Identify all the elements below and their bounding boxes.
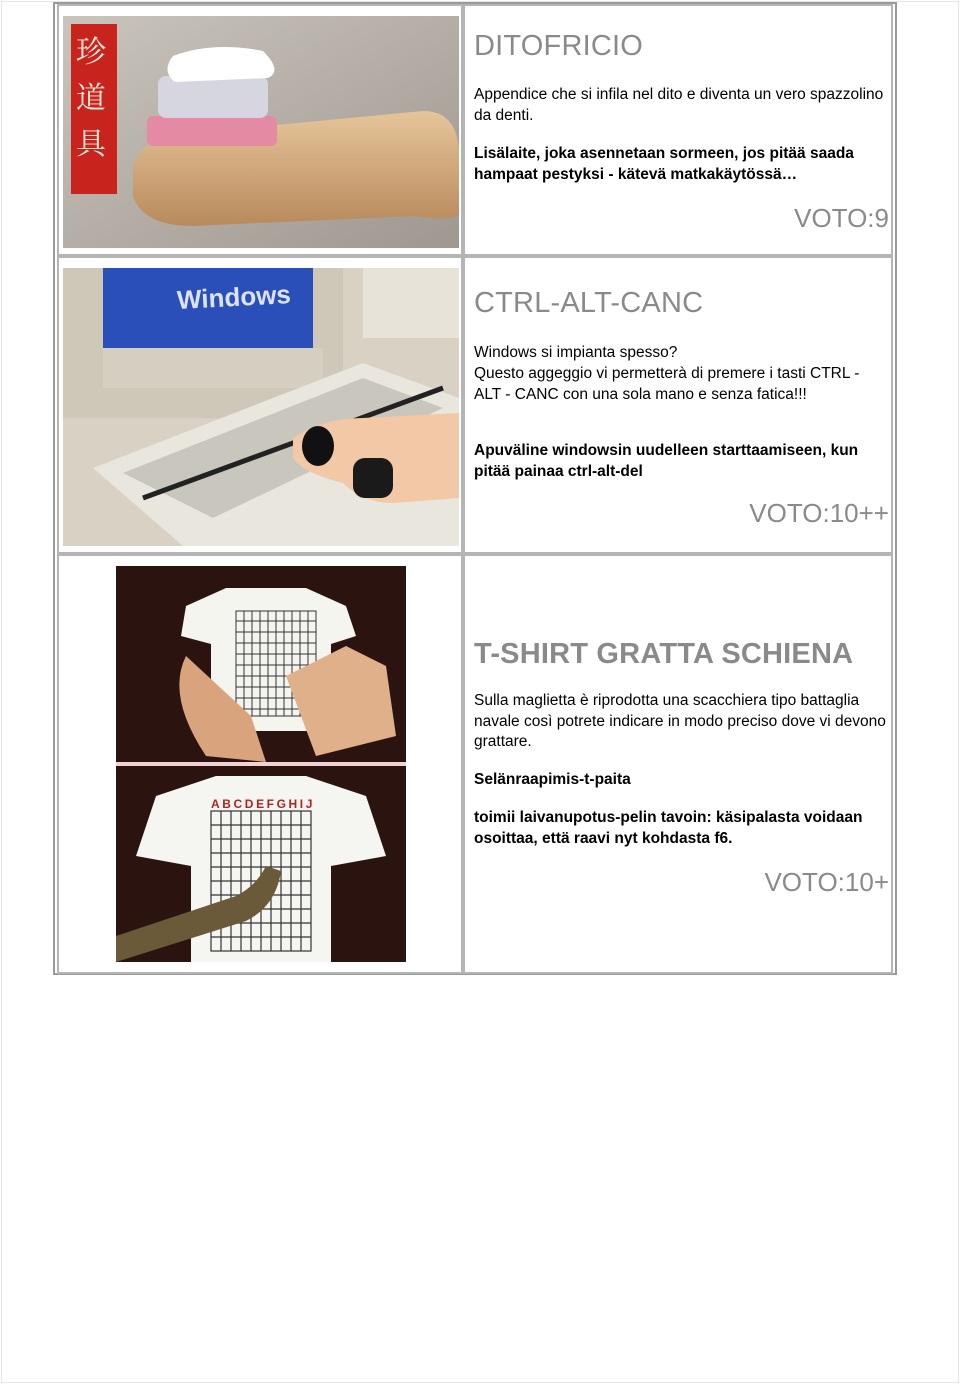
text-cell <box>463 256 893 554</box>
description-finnish: Apuväline windowsin uudelleen starttaamiseen, kun pitää painaa ctrl-alt-del <box>474 442 859 480</box>
description-italian-question: Windows si impianta spesso? <box>474 344 678 361</box>
product-row-tshirt <box>55 554 895 974</box>
description-finnish: toimii laivanupotus-pelin tavoin: käsipalasta voidaan osoittaa, että raavi nyt kohdasta f6. <box>474 809 863 847</box>
image-cell <box>57 256 463 554</box>
vote-score: VOTO:10++ <box>749 498 889 528</box>
description-finnish-title: Selänraapimis-t-paita <box>474 771 631 788</box>
description-italian: Sulla maglietta è riprodotta una scacchiera tipo battaglia navale così potrete indicare in modo preciso dove vi devono grattare. <box>474 692 886 750</box>
text-cell <box>463 4 893 256</box>
product-row-ctrl-alt-canc <box>55 256 895 554</box>
description-italian: Questo aggeggio vi permetterà di premere i tasti CTRL - ALT - CANC con una sola mano e senza fatica!!! <box>474 365 860 403</box>
product-title: T-SHIRT GRATTA SCHIENA <box>474 638 854 670</box>
vote-score: VOTO:10+ <box>764 867 889 897</box>
shirt-grid-letters: ABCDEFGHIJ <box>211 797 316 811</box>
image-cell <box>57 554 463 974</box>
image-cell <box>57 4 463 256</box>
tshirt-grid-photo <box>116 566 406 962</box>
vote-score: VOTO:9 <box>794 203 889 233</box>
product-title: CTRL-ALT-CANC <box>474 287 704 319</box>
screen-text: Windows <box>176 279 292 315</box>
description-italian: Appendice che si infila nel dito e diventa un vero spazzolino da denti. <box>474 86 884 124</box>
finger-toothbrush-photo <box>63 16 459 248</box>
stamp-text: 珍道具 <box>76 35 106 162</box>
product-row-ditofricio <box>55 4 895 256</box>
product-table <box>53 2 897 975</box>
description-finnish: Lisälaite, joka asennetaan sormeen, jos pitää saada hampaat pestyksi - kätevä matkakäytössä… <box>474 145 854 183</box>
text-cell <box>463 554 893 974</box>
product-title: DITOFRICIO <box>474 30 644 62</box>
